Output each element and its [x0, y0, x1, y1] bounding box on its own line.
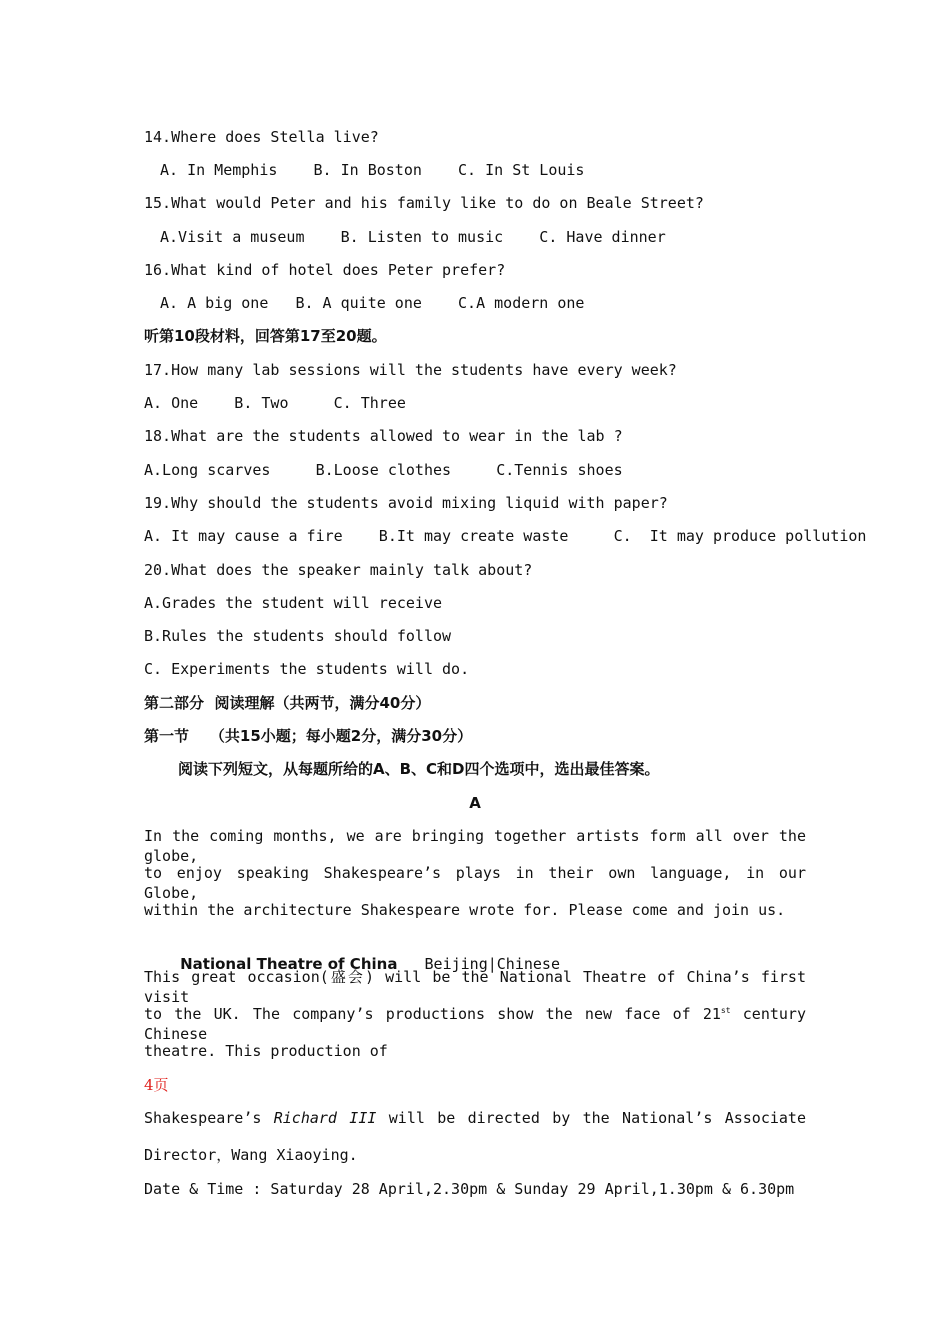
question-19: 19.Why should the students avoid mixing liquid with paper? [144, 494, 668, 512]
paragraph-1-line-2-text: to the UK. The company’s productions show the new face of 21 [144, 1005, 721, 1023]
intro-line-1: In the coming months, we are bringing together artists form all over the globe, [144, 827, 806, 865]
paragraph-1-line-1: This great occasion(盛会) will be the National Theatre of China’s first visit [144, 968, 806, 1006]
question-18: 18.What are the students allowed to wear in the lab ? [144, 427, 623, 445]
intro-line-2: to enjoy speaking Shakespeare’s plays in their own language, in our Globe, [144, 864, 806, 902]
section-10-heading: 听第10段材料，回答第17至20题。 [144, 327, 387, 345]
question-17: 17.How many lab sessions will the students have every week? [144, 361, 677, 379]
play-title: Richard III [273, 1109, 377, 1127]
question-14: 14.Where does Stella live? [144, 128, 379, 146]
question-20-option-c: C. Experiments the students will do. [144, 660, 470, 678]
paragraph-1-line-2-end: century Chinese [144, 1005, 806, 1043]
ordinal-suffix: st [720, 1006, 731, 1015]
question-17-options: A. One B. Two C. Three [144, 394, 406, 412]
intro-line-3: within the architecture Shakespeare wrote for. Please come and join us. [144, 901, 786, 919]
reading-instruction: 阅读下列短文，从每题所给的A、B、C和D四个选项中，选出最佳答案。 [178, 760, 660, 778]
question-15: 15.What would Peter and his family like to do on Beale Street? [144, 194, 704, 212]
date-time-line: Date & Time : Saturday 28 April,2.30pm & Sunday 29 April,1.30pm & 6.30pm [144, 1180, 795, 1198]
question-20: 20.What does the speaker mainly talk about? [144, 561, 533, 579]
question-18-options: A.Long scarves B.Loose clothes C.Tennis shoes [144, 461, 623, 479]
paragraph-2-line-1-end: will be directed by the National’s Associate [376, 1109, 806, 1127]
question-15-options: A.Visit a museum B. Listen to music C. Have dinner [160, 228, 666, 246]
section-1-heading: 第一节 （共15小题；每小题2分，满分30分） [144, 727, 473, 745]
page-marker: 4页 [144, 1076, 169, 1094]
question-20-option-b: B.Rules the students should follow [144, 627, 452, 645]
company-name: National Theatre of China [180, 955, 398, 973]
question-19-options: A. It may cause a fire B.It may create waste C. It may produce pollution [144, 527, 867, 545]
question-16-options: A. A big one B. A quite one C.A modern one [160, 294, 585, 312]
paragraph-2-line-1-start: Shakespeare’s [144, 1109, 274, 1127]
question-16: 16.What kind of hotel does Peter prefer? [144, 261, 506, 279]
part-2-heading: 第二部分 阅读理解（共两节，满分40分） [144, 694, 431, 712]
paragraph-1-line-3: theatre. This production of [144, 1042, 388, 1060]
paragraph-1-line-2 [144, 1004, 806, 1044]
passage-label: A [469, 794, 481, 812]
question-14-options: A. In Memphis B. In Boston C. In St Louis [160, 161, 585, 179]
question-20-option-a: A.Grades the student will receive [144, 594, 443, 612]
company-meta: Beijing|Chinese [424, 955, 560, 973]
paragraph-2-line-2: Director，Wang Xiaoying. [144, 1146, 358, 1164]
paragraph-2-line-1 [144, 1108, 806, 1128]
